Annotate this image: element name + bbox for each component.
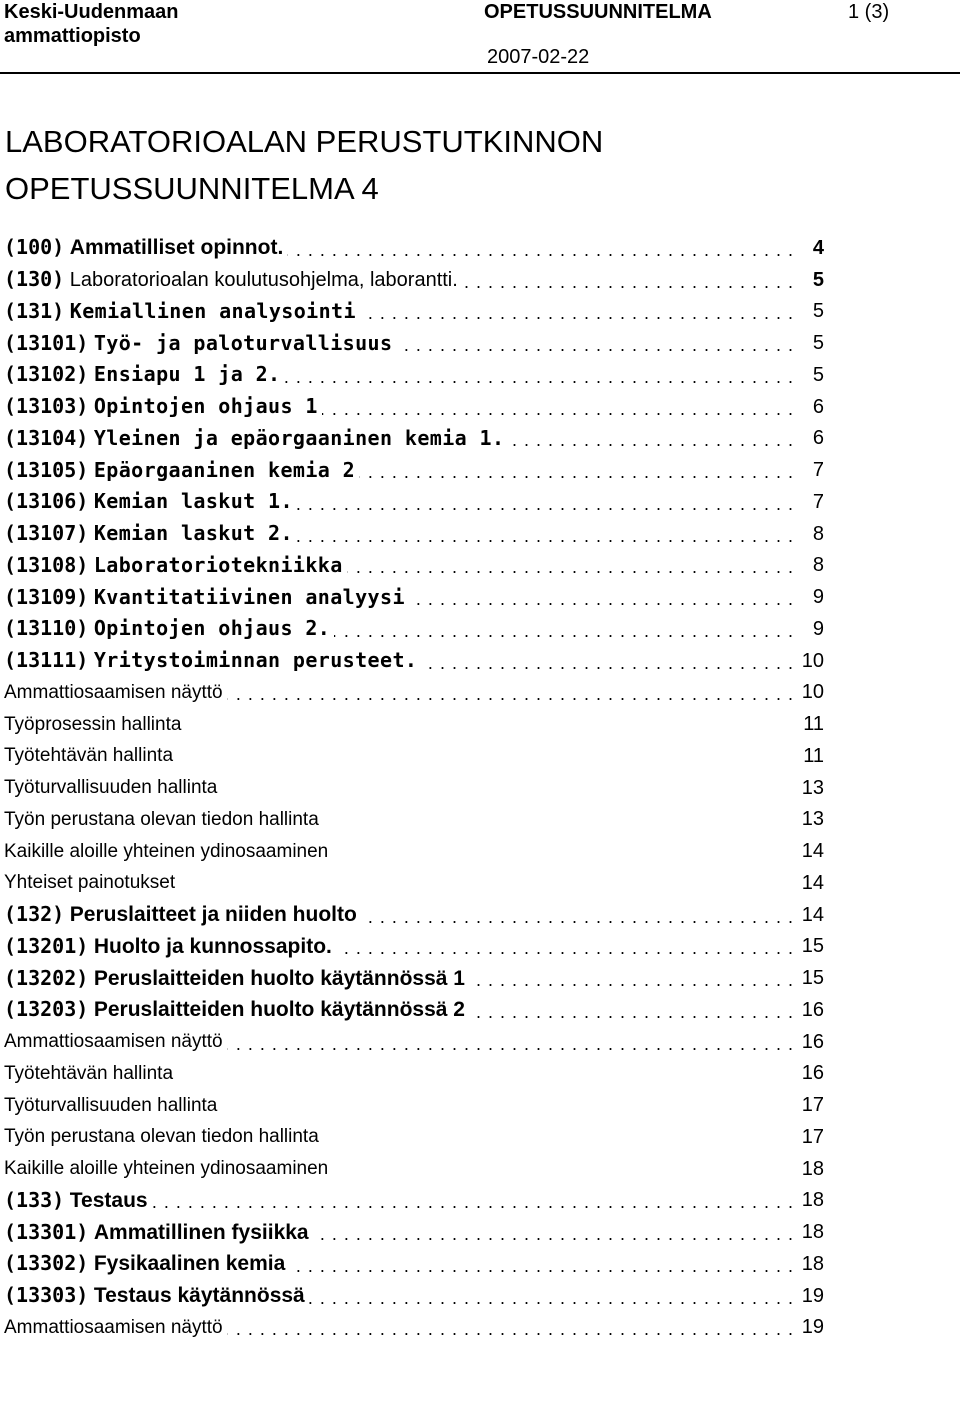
toc-entry-text [4,1156,328,1181]
toc-entry-code: (130) [4,267,65,292]
toc-entry-code: (13202) [4,965,89,990]
toc-entry[interactable] [4,359,824,391]
toc-entry-label: Työtehtävän hallinta [4,745,174,767]
toc-entry-label: Kaikille aloille yhteinen ydinosaaminen [4,1158,329,1180]
toc-entry-page: 11 [803,744,824,767]
toc-entry[interactable] [4,1153,824,1185]
toc-entry-code: (13102) [4,362,89,387]
toc-entry-label: Yhteiset painotukset [4,872,176,894]
toc-entry-label: Työturvallisuuden hallinta [4,777,218,799]
table-of-contents [4,232,824,1343]
toc-dot-leader [469,998,794,1022]
toc-dot-leader [421,649,794,673]
toc-entry-label: Työ- ja paloturvallisuus [93,330,393,355]
toc-entry-text [4,489,293,514]
toc-entry-code: (131) [4,298,65,323]
toc-entry-code: (133) [4,1187,65,1212]
toc-entry-page: 16 [801,998,824,1021]
toc-entry-label: Testaus käytännössä [93,1284,305,1308]
toc-entry-label: Kvantitatiivinen analyysi [93,584,405,609]
toc-entry-page: 5 [812,300,824,323]
toc-entry-text [4,458,355,483]
toc-dot-leader [469,966,794,990]
toc-entry-text [4,1251,285,1276]
toc-entry-page: 5 [812,268,824,291]
toc-entry-label: Laboratorioalan koulutusohjelma, laborantti. [69,269,458,292]
toc-entry-text [4,521,293,546]
toc-entry-label: Peruslaitteiden huolto käytännössä 1 [93,966,465,990]
toc-entry-code: (13201) [4,933,89,958]
toc-entry[interactable] [4,772,824,804]
toc-entry[interactable] [4,296,824,328]
toc-entry-text [4,553,343,578]
toc-entry[interactable] [4,613,824,645]
toc-entry-page: 8 [812,522,824,545]
toc-entry-text [4,775,217,800]
toc-entry-text [4,997,465,1022]
toc-entry[interactable] [4,899,824,931]
page-header [0,0,960,75]
toc-dot-leader [409,585,794,609]
toc-entry-text [4,426,504,451]
toc-entry-code: (13109) [4,584,89,609]
toc-entry-code: (13203) [4,997,89,1022]
toc-entry[interactable] [4,835,824,867]
toc-entry-text [4,870,175,895]
organization-name [4,0,179,48]
toc-entry-label: Yritystoiminnan perusteet. [93,648,418,673]
toc-dot-leader [462,268,794,292]
toc-entry-code: (13105) [4,457,89,482]
toc-dot-leader [287,236,794,260]
toc-entry-label: Kemian laskut 1. [93,489,293,514]
toc-entry-label: Peruslaitteet ja niiden huolto [69,903,357,927]
toc-entry[interactable] [4,1248,824,1280]
toc-dot-leader [309,1284,794,1308]
toc-entry-page: 17 [801,1094,824,1117]
toc-entry[interactable] [4,1216,824,1248]
toc-entry-page: 18 [801,1252,824,1275]
toc-entry-label: Epäorgaaninen kemia 2 [93,457,356,482]
toc-entry-label: Ammattiosaamisen näyttö [4,1316,223,1338]
toc-entry[interactable] [4,645,824,677]
toc-entry-label: Ensiapu 1 ja 2. [93,362,281,387]
toc-entry-code: (13111) [4,648,89,673]
toc-entry-label: Ammattiosaamisen näyttö [4,681,223,703]
toc-entry[interactable] [4,1280,824,1312]
toc-entry-text [4,331,392,356]
toc-entry-code: (13303) [4,1283,89,1308]
toc-entry-label: Testaus [69,1188,148,1212]
toc-entry-label: Opintojen ohjaus 2. [93,616,331,641]
toc-entry-text [4,680,223,705]
toc-entry-page: 16 [801,1062,824,1085]
toc-entry-text [4,839,328,864]
document-title-line1: LABORATORIOALAN PERUSTUTKINNON [5,124,604,159]
toc-entry[interactable] [4,423,824,455]
toc-entry-label: Kemian laskut 2. [93,521,293,546]
toc-entry-code: (13103) [4,394,89,419]
toc-entry-label: Ammattiosaamisen näyttö [4,1031,223,1053]
toc-entry-label: Työn perustana olevan tiedon hallinta [4,808,319,830]
toc-entry[interactable] [4,867,824,899]
toc-entry[interactable] [4,232,824,264]
toc-entry-code: (13107) [4,521,89,546]
header-rule [0,72,960,74]
toc-entry-code: (132) [4,902,65,927]
toc-entry[interactable] [4,1121,824,1153]
toc-dot-leader [227,1315,794,1339]
toc-entry[interactable] [4,454,824,486]
toc-entry-text [4,616,330,641]
toc-entry-text [4,1093,217,1118]
toc-dot-leader [334,617,794,641]
toc-dot-leader [227,1030,794,1054]
toc-entry-text [4,934,332,959]
toc-dot-leader [347,553,794,577]
toc-entry[interactable] [4,1185,824,1217]
toc-entry-text [4,902,357,927]
toc-dot-leader [284,363,794,387]
toc-entry-code: (13301) [4,1219,89,1244]
toc-entry-page: 14 [801,903,824,926]
toc-entry-text [4,1188,148,1213]
toc-dot-leader [152,1188,794,1212]
toc-entry[interactable] [4,708,824,740]
toc-entry-page: 18 [801,1189,824,1212]
toc-entry-text [4,1220,309,1245]
toc-entry-text [4,1283,305,1308]
toc-entry-page: 18 [801,1221,824,1244]
toc-entry-page: 19 [801,1316,824,1339]
toc-entry[interactable] [4,1089,824,1121]
toc-entry-text [4,585,405,610]
toc-entry-code: (13110) [4,616,89,641]
toc-dot-leader [322,395,794,419]
toc-entry-code: (13302) [4,1251,89,1276]
toc-entry-page: 10 [801,681,824,704]
toc-dot-leader [289,1252,794,1276]
toc-entry[interactable] [4,962,824,994]
toc-entry-text [4,1061,173,1086]
toc-entry[interactable] [4,327,824,359]
toc-entry[interactable] [4,1058,824,1090]
toc-entry-text [4,1124,319,1149]
toc-entry-label: Opintojen ohjaus 1 [93,394,318,419]
toc-entry-text [4,267,458,292]
organization-name-line2: ammattiopisto [4,25,141,47]
toc-entry-label: Työturvallisuuden hallinta [4,1094,218,1116]
toc-entry-page: 7 [812,490,824,513]
toc-entry[interactable] [4,264,824,296]
toc-entry[interactable] [4,550,824,582]
toc-entry-label: Laboratoriotekniikka [93,552,343,577]
toc-entry-label: Huolto ja kunnossapito. [93,934,332,958]
toc-entry-text [4,299,356,324]
toc-entry-page: 8 [812,554,824,577]
toc-entry-label: Ammatilliset opinnot. [69,236,284,260]
toc-entry[interactable] [4,486,824,518]
toc-entry-text [4,712,181,737]
toc-entry-page: 18 [801,1157,824,1180]
toc-dot-leader [336,934,794,958]
toc-entry-code: (100) [4,235,65,260]
document-type: OPETUSSUUNNITELMA [484,1,712,23]
toc-dot-leader [297,522,794,546]
toc-entry-page: 7 [812,459,824,482]
toc-entry-page: 15 [801,935,824,958]
toc-entry-code: (13104) [4,425,89,450]
toc-entry-page: 15 [801,967,824,990]
toc-dot-leader [297,490,794,514]
toc-entry-page: 17 [801,1125,824,1148]
toc-dot-leader [313,1220,794,1244]
page-number: 1 (3) [848,1,890,23]
toc-entry-label: Työtehtävän hallinta [4,1062,174,1084]
toc-entry-text [4,1029,223,1054]
toc-entry-label: Kaikille aloille yhteinen ydinosaaminen [4,840,329,862]
toc-entry[interactable] [4,740,824,772]
document-title-line2: OPETUSSUUNNITELMA 4 [5,171,379,206]
toc-entry-text [4,1315,223,1340]
toc-entry[interactable] [4,518,824,550]
toc-entry-page: 5 [812,363,824,386]
toc-dot-leader [361,903,794,927]
toc-entry-page: 5 [812,332,824,355]
toc-entry-page: 11 [803,713,824,736]
toc-entry[interactable] [4,1312,824,1344]
toc-dot-leader [360,299,794,323]
toc-dot-leader [227,680,794,704]
toc-entry-text [4,394,318,419]
toc-entry[interactable] [4,804,824,836]
toc-entry-text [4,966,465,991]
toc-entry-label: Kemiallinen analysointi [69,298,356,323]
toc-dot-leader [359,458,794,482]
toc-entry-label: Peruslaitteiden huolto käytännössä 2 [93,998,465,1022]
toc-entry-text [4,362,280,387]
toc-entry[interactable] [4,931,824,963]
toc-entry-text [4,807,319,832]
toc-entry[interactable] [4,1026,824,1058]
toc-entry-label: Työprosessin hallinta [4,713,182,735]
organization-name-line1: Keski-Uudenmaan [4,1,179,23]
toc-entry[interactable] [4,391,824,423]
toc-dot-leader [508,426,794,450]
toc-entry-page: 4 [812,236,824,259]
toc-entry-page: 16 [801,1030,824,1053]
toc-entry-text [4,743,173,768]
toc-entry-page: 19 [801,1284,824,1307]
toc-entry-page: 6 [812,427,824,450]
toc-entry-page: 6 [812,395,824,418]
toc-entry-code: (13108) [4,552,89,577]
document-date: 2007-02-22 [487,46,590,68]
toc-entry-code: (13101) [4,330,89,355]
toc-entry-label: Työn perustana olevan tiedon hallinta [4,1126,319,1148]
toc-entry-page: 10 [801,649,824,672]
toc-entry-text [4,235,283,260]
toc-entry-page: 13 [801,776,824,799]
toc-entry-page: 9 [812,617,824,640]
toc-entry-label: Ammatillinen fysiikka [93,1220,309,1244]
toc-entry-page: 9 [812,586,824,609]
toc-entry-page: 13 [801,808,824,831]
toc-entry-code: (13106) [4,489,89,514]
toc-entry[interactable] [4,994,824,1026]
toc-entry[interactable] [4,677,824,709]
toc-entry-page: 14 [801,840,824,863]
document-title [5,118,603,212]
toc-entry[interactable] [4,581,824,613]
toc-entry-text [4,648,417,673]
toc-entry-page: 14 [801,871,824,894]
toc-entry-label: Yleinen ja epäorgaaninen kemia 1. [93,425,505,450]
toc-entry-label: Fysikaalinen kemia [93,1252,286,1276]
toc-dot-leader [396,331,794,355]
